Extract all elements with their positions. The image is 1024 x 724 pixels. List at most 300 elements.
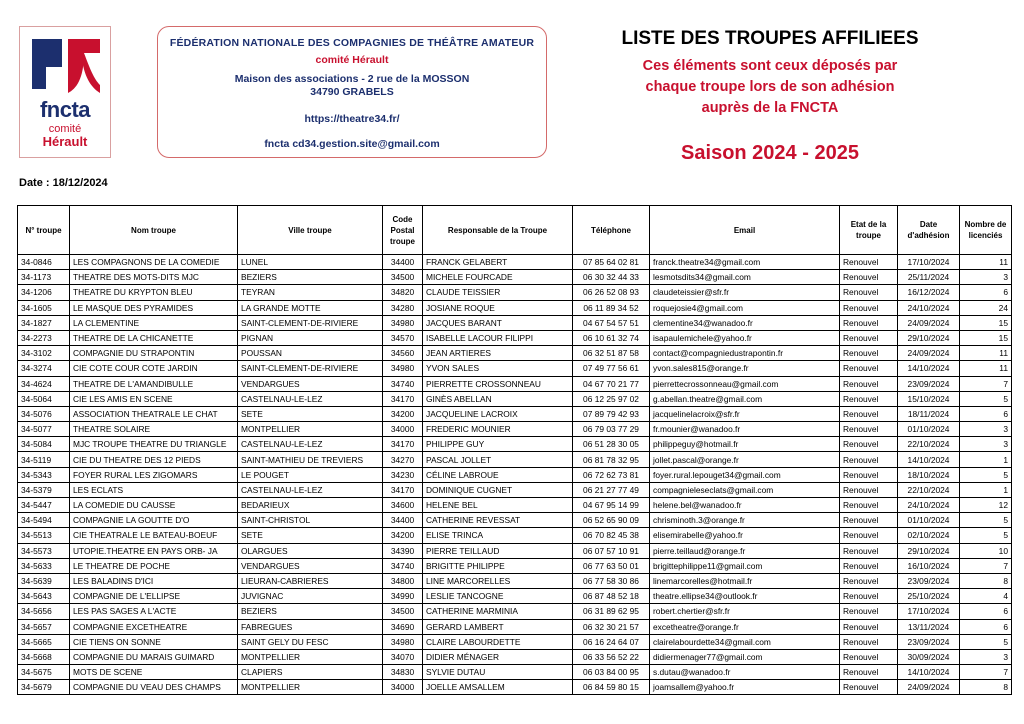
phone-number-cell: 06 31 89 62 95 <box>573 604 650 619</box>
troupe-city-cell: SAINT-CHRISTOL <box>238 513 383 528</box>
postal-code-cell: 34560 <box>383 346 423 361</box>
membership-date-cell: 16/10/2024 <box>898 558 960 573</box>
status-cell: Renouvel <box>840 315 898 330</box>
manager-name-cell: SYLVIE DUTAU <box>423 665 573 680</box>
email-address-cell[interactable]: joamsallem@yahoo.fr <box>650 680 840 695</box>
table-row <box>18 604 1012 619</box>
troupe-city-cell: SAINT-CLEMENT-DE-RIVIERE <box>238 315 383 330</box>
troupe-number-cell: 34-5084 <box>18 437 70 452</box>
manager-name-cell: BRIGITTE PHILIPPE <box>423 558 573 573</box>
license-count-cell: 3 <box>960 270 1012 285</box>
troupe-city-cell: CASTELNAU-LE-LEZ <box>238 391 383 406</box>
manager-name-cell: LINE MARCORELLES <box>423 573 573 588</box>
email-address-cell[interactable]: clairelabourdette34@gmail.com <box>650 634 840 649</box>
subtitle-line-2: chaque troupe lors de son adhésion <box>645 79 895 95</box>
table-row <box>18 528 1012 543</box>
federation-info-box <box>157 26 547 158</box>
email-address-cell[interactable]: g.abellan.theatre@gmail.com <box>650 391 840 406</box>
header-status: Etat de la troupe <box>840 206 898 255</box>
troupe-number-cell: 34-3274 <box>18 361 70 376</box>
membership-date-cell: 24/09/2024 <box>898 680 960 695</box>
manager-name-cell: GERARD LAMBERT <box>423 619 573 634</box>
email-address-cell[interactable]: franck.theatre34@gmail.com <box>650 255 840 270</box>
membership-date-cell: 25/10/2024 <box>898 589 960 604</box>
table-row <box>18 482 1012 497</box>
email-address-cell[interactable]: s.dutau@wanadoo.fr <box>650 665 840 680</box>
troupe-number-cell: 34-3102 <box>18 346 70 361</box>
license-count-cell: 8 <box>960 680 1012 695</box>
manager-name-cell: PIERRETTE CROSSONNEAU <box>423 376 573 391</box>
email-address-cell[interactable]: pierrettecrossonneau@gmail.com <box>650 376 840 391</box>
table-row <box>18 422 1012 437</box>
troupe-city-cell: CASTELNAU-LE-LEZ <box>238 482 383 497</box>
email-address-cell[interactable]: claudeteissier@sfr.fr <box>650 285 840 300</box>
status-cell: Renouvel <box>840 437 898 452</box>
status-cell: Renouvel <box>840 285 898 300</box>
manager-name-cell: CATHERINE REVESSAT <box>423 513 573 528</box>
troupe-city-cell: SETE <box>238 528 383 543</box>
troupe-name-cell: COMPAGNIE DU VEAU DES CHAMPS <box>70 680 238 695</box>
troupe-city-cell: BEZIERS <box>238 604 383 619</box>
document-date: Date : 18/12/2024 <box>19 177 108 189</box>
table-row <box>18 573 1012 588</box>
table-row <box>18 361 1012 376</box>
membership-date-cell: 14/10/2024 <box>898 452 960 467</box>
status-cell: Renouvel <box>840 467 898 482</box>
manager-name-cell: FREDERIC MOUNIER <box>423 422 573 437</box>
postal-code-cell: 34980 <box>383 315 423 330</box>
manager-name-cell: PIERRE TEILLAUD <box>423 543 573 558</box>
license-count-cell: 11 <box>960 361 1012 376</box>
troupe-name-cell: MOTS DE SCENE <box>70 665 238 680</box>
federation-address-line1: Maison des associations - 2 rue de la MOSSON <box>234 73 470 85</box>
license-count-cell: 11 <box>960 346 1012 361</box>
postal-code-cell: 34400 <box>383 513 423 528</box>
status-cell: Renouvel <box>840 406 898 421</box>
troupe-number-cell: 34-0846 <box>18 255 70 270</box>
postal-code-cell: 34830 <box>383 665 423 680</box>
phone-number-cell: 06 03 84 00 95 <box>573 665 650 680</box>
postal-code-cell: 34800 <box>383 573 423 588</box>
email-address-cell[interactable]: robert.chertier@sfr.fr <box>650 604 840 619</box>
email-address-cell[interactable]: roquejosie4@gmail.com <box>650 300 840 315</box>
table-row <box>18 300 1012 315</box>
postal-code-cell: 34570 <box>383 330 423 345</box>
license-count-cell: 15 <box>960 330 1012 345</box>
table-row <box>18 437 1012 452</box>
troupe-name-cell: MJC TROUPE THEATRE DU TRIANGLE <box>70 437 238 452</box>
membership-date-cell: 25/11/2024 <box>898 270 960 285</box>
table-row <box>18 513 1012 528</box>
phone-number-cell: 06 81 78 32 95 <box>573 452 650 467</box>
postal-code-cell: 34740 <box>383 558 423 573</box>
troupe-name-cell: COMPAGNIE DU MARAIS GUIMARD <box>70 649 238 664</box>
email-address-cell[interactable]: jacquelinelacroix@sfr.fr <box>650 406 840 421</box>
email-address-cell[interactable]: pierre.teillaud@orange.fr <box>650 543 840 558</box>
troupe-name-cell: CIE COTE COUR COTE JARDIN <box>70 361 238 376</box>
header-phone: Téléphone <box>573 206 650 255</box>
status-cell: Renouvel <box>840 573 898 588</box>
troupe-city-cell: LA GRANDE MOTTE <box>238 300 383 315</box>
troupe-name-cell: CIE DU THEATRE DES 12 PIEDS <box>70 452 238 467</box>
status-cell: Renouvel <box>840 498 898 513</box>
membership-date-cell: 24/09/2024 <box>898 315 960 330</box>
postal-code-cell: 34500 <box>383 604 423 619</box>
troupe-name-cell: UTOPIE.THEATRE EN PAYS ORB- JA <box>70 543 238 558</box>
postal-code-cell: 34270 <box>383 452 423 467</box>
troupe-number-cell: 34-5633 <box>18 558 70 573</box>
postal-code-cell: 34200 <box>383 406 423 421</box>
postal-code-cell: 34400 <box>383 255 423 270</box>
postal-code-cell: 34280 <box>383 300 423 315</box>
manager-name-cell: YVON SALES <box>423 361 573 376</box>
postal-code-cell: 34820 <box>383 285 423 300</box>
license-count-cell: 3 <box>960 422 1012 437</box>
troupe-city-cell: LUNEL <box>238 255 383 270</box>
troupe-name-cell: ASSOCIATION THEATRALE LE CHAT <box>70 406 238 421</box>
federation-title: FÉDÉRATION NATIONALE DES COMPAGNIES DE THÉÂTRE AMATEUR <box>169 37 535 49</box>
troupe-number-cell: 34-1605 <box>18 300 70 315</box>
status-cell: Renouvel <box>840 680 898 695</box>
email-address-cell[interactable]: philippeguy@hotmail.fr <box>650 437 840 452</box>
status-cell: Renouvel <box>840 649 898 664</box>
table-row <box>18 376 1012 391</box>
phone-number-cell: 06 10 61 32 74 <box>573 330 650 345</box>
troupe-number-cell: 34-5447 <box>18 498 70 513</box>
status-cell: Renouvel <box>840 604 898 619</box>
troupe-name-cell: THEATRE SOLAIRE <box>70 422 238 437</box>
table-row <box>18 589 1012 604</box>
phone-number-cell: 06 77 63 50 01 <box>573 558 650 573</box>
license-count-cell: 7 <box>960 665 1012 680</box>
license-count-cell: 3 <box>960 649 1012 664</box>
federation-email-link[interactable]: fncta cd34.gestion.site@gmail.com <box>264 138 440 150</box>
page-title: LISTE DES TROUPES AFFILIEES <box>621 28 919 49</box>
troupe-number-cell: 34-2273 <box>18 330 70 345</box>
status-cell: Renouvel <box>840 634 898 649</box>
license-count-cell: 11 <box>960 255 1012 270</box>
troupe-city-cell: SAINT GELY DU FESC <box>238 634 383 649</box>
status-cell: Renouvel <box>840 361 898 376</box>
membership-date-cell: 29/10/2024 <box>898 543 960 558</box>
troupe-name-cell: LA COMEDIE DU CAUSSE <box>70 498 238 513</box>
email-address-cell[interactable]: jollet.pascal@orange.fr <box>650 452 840 467</box>
manager-name-cell: LESLIE TANCOGNE <box>423 589 573 604</box>
postal-code-cell: 34990 <box>383 589 423 604</box>
email-address-cell[interactable]: elisemirabelle@yahoo.fr <box>650 528 840 543</box>
membership-date-cell: 24/10/2024 <box>898 498 960 513</box>
status-cell: Renouvel <box>840 528 898 543</box>
table-row <box>18 315 1012 330</box>
status-cell: Renouvel <box>840 346 898 361</box>
troupe-city-cell: FABREGUES <box>238 619 383 634</box>
troupe-number-cell: 34-5379 <box>18 482 70 497</box>
phone-number-cell: 06 32 30 21 57 <box>573 619 650 634</box>
troupe-number-cell: 34-5343 <box>18 467 70 482</box>
email-address-cell[interactable]: yvon.sales815@orange.fr <box>650 361 840 376</box>
postal-code-cell: 34170 <box>383 437 423 452</box>
status-cell: Renouvel <box>840 589 898 604</box>
membership-date-cell: 01/10/2024 <box>898 422 960 437</box>
phone-number-cell: 06 84 59 80 15 <box>573 680 650 695</box>
header-troupe-city: Ville troupe <box>238 206 383 255</box>
header-postal-code: Code Postal troupe <box>383 206 423 255</box>
postal-code-cell: 34200 <box>383 528 423 543</box>
troupe-number-cell: 34-5077 <box>18 422 70 437</box>
membership-date-cell: 22/10/2024 <box>898 482 960 497</box>
fncta-logo <box>19 26 111 158</box>
membership-date-cell: 17/10/2024 <box>898 604 960 619</box>
troupe-city-cell: PIGNAN <box>238 330 383 345</box>
postal-code-cell: 34000 <box>383 422 423 437</box>
phone-number-cell: 07 85 64 02 81 <box>573 255 650 270</box>
manager-name-cell: GINÈS ABELLAN <box>423 391 573 406</box>
troupe-city-cell: TEYRAN <box>238 285 383 300</box>
troupe-number-cell: 34-5675 <box>18 665 70 680</box>
membership-date-cell: 24/10/2024 <box>898 300 960 315</box>
troupe-name-cell: THEATRE DU KRYPTON BLEU <box>70 285 238 300</box>
manager-name-cell: ELISE TRINCA <box>423 528 573 543</box>
phone-number-cell: 06 30 32 44 33 <box>573 270 650 285</box>
membership-date-cell: 29/10/2024 <box>898 330 960 345</box>
federation-comite: comité Hérault <box>315 54 389 66</box>
license-count-cell: 6 <box>960 406 1012 421</box>
subtitle-line-1: Ces éléments sont ceux déposés par <box>642 58 898 74</box>
postal-code-cell: 34000 <box>383 680 423 695</box>
troupe-name-cell: CIE TIENS ON SONNE <box>70 634 238 649</box>
email-address-cell[interactable]: fr.mounier@wanadoo.fr <box>650 422 840 437</box>
troupe-city-cell: OLARGUES <box>238 543 383 558</box>
membership-date-cell: 23/09/2024 <box>898 634 960 649</box>
license-count-cell: 5 <box>960 634 1012 649</box>
postal-code-cell: 34390 <box>383 543 423 558</box>
troupe-number-cell: 34-5064 <box>18 391 70 406</box>
troupe-city-cell: POUSSAN <box>238 346 383 361</box>
header-troupe-number: N° troupe <box>18 206 70 255</box>
troupe-number-cell: 34-5119 <box>18 452 70 467</box>
membership-date-cell: 30/09/2024 <box>898 649 960 664</box>
troupe-number-cell: 34-5657 <box>18 619 70 634</box>
troupe-name-cell: CIE LES AMIS EN SCENE <box>70 391 238 406</box>
membership-date-cell: 15/10/2024 <box>898 391 960 406</box>
table-row <box>18 634 1012 649</box>
membership-date-cell: 01/10/2024 <box>898 513 960 528</box>
license-count-cell: 1 <box>960 482 1012 497</box>
status-cell: Renouvel <box>840 452 898 467</box>
membership-date-cell: 14/10/2024 <box>898 361 960 376</box>
table-row <box>18 285 1012 300</box>
postal-code-cell: 34500 <box>383 270 423 285</box>
phone-number-cell: 06 87 48 52 18 <box>573 589 650 604</box>
troupe-city-cell: MONTPELLIER <box>238 422 383 437</box>
subtitle-line-3: auprès de la FNCTA <box>701 100 839 116</box>
membership-date-cell: 24/09/2024 <box>898 346 960 361</box>
postal-code-cell: 34600 <box>383 498 423 513</box>
phone-number-cell: 06 79 03 77 29 <box>573 422 650 437</box>
troupe-city-cell: SAINT-MATHIEU DE TREVIERS <box>238 452 383 467</box>
membership-date-cell: 23/09/2024 <box>898 573 960 588</box>
troupe-name-cell: LES ECLATS <box>70 482 238 497</box>
table-row <box>18 255 1012 270</box>
phone-number-cell: 06 21 27 77 49 <box>573 482 650 497</box>
membership-date-cell: 16/12/2024 <box>898 285 960 300</box>
phone-number-cell: 06 51 28 30 05 <box>573 437 650 452</box>
manager-name-cell: PHILIPPE GUY <box>423 437 573 452</box>
phone-number-cell: 06 52 65 90 09 <box>573 513 650 528</box>
troupe-city-cell: SAINT-CLEMENT-DE-RIVIERE <box>238 361 383 376</box>
troupe-number-cell: 34-1173 <box>18 270 70 285</box>
membership-date-cell: 02/10/2024 <box>898 528 960 543</box>
header-license-count: Nombre de licenciés <box>960 206 1012 255</box>
manager-name-cell: ISABELLE LACOUR FILIPPI <box>423 330 573 345</box>
license-count-cell: 5 <box>960 467 1012 482</box>
logo-comite: comité <box>48 123 82 135</box>
status-cell: Renouvel <box>840 300 898 315</box>
troupe-name-cell: LE THEATRE DE POCHE <box>70 558 238 573</box>
license-count-cell: 8 <box>960 573 1012 588</box>
manager-name-cell: JACQUES BARANT <box>423 315 573 330</box>
troupe-city-cell: VENDARGUES <box>238 558 383 573</box>
email-address-cell[interactable]: theatre.ellipse34@outlook.fr <box>650 589 840 604</box>
status-cell: Renouvel <box>840 255 898 270</box>
troupe-name-cell: LES PAS SAGES A L'ACTE <box>70 604 238 619</box>
phone-number-cell: 06 26 52 08 93 <box>573 285 650 300</box>
email-address-cell[interactable]: brigittephilippe11@gmail.com <box>650 558 840 573</box>
license-count-cell: 5 <box>960 391 1012 406</box>
table-row <box>18 391 1012 406</box>
troupe-city-cell: MONTPELLIER <box>238 680 383 695</box>
header-manager: Responsable de la Troupe <box>423 206 573 255</box>
email-address-cell[interactable]: compagnieleseclats@gmail.com <box>650 482 840 497</box>
manager-name-cell: CLAIRE LABOURDETTE <box>423 634 573 649</box>
manager-name-cell: FRANCK GELABERT <box>423 255 573 270</box>
license-count-cell: 24 <box>960 300 1012 315</box>
email-address-cell[interactable]: isapaulemichele@yahoo.fr <box>650 330 840 345</box>
postal-code-cell: 34070 <box>383 649 423 664</box>
phone-number-cell: 04 67 70 21 77 <box>573 376 650 391</box>
table-row <box>18 558 1012 573</box>
manager-name-cell: CLAUDE TEISSIER <box>423 285 573 300</box>
phone-number-cell: 06 16 24 64 07 <box>573 634 650 649</box>
license-count-cell: 7 <box>960 376 1012 391</box>
table-row <box>18 619 1012 634</box>
troupe-city-cell: LE POUGET <box>238 467 383 482</box>
status-cell: Renouvel <box>840 376 898 391</box>
troupe-number-cell: 34-5665 <box>18 634 70 649</box>
table-row <box>18 467 1012 482</box>
license-count-cell: 3 <box>960 437 1012 452</box>
email-address-cell[interactable]: helene.bel@wanadoo.fr <box>650 498 840 513</box>
postal-code-cell: 34740 <box>383 376 423 391</box>
federation-website-link[interactable]: https://theatre34.fr/ <box>304 113 400 125</box>
troupe-number-cell: 34-5679 <box>18 680 70 695</box>
troupe-number-cell: 34-4624 <box>18 376 70 391</box>
license-count-cell: 4 <box>960 589 1012 604</box>
phone-number-cell: 04 67 95 14 99 <box>573 498 650 513</box>
postal-code-cell: 34980 <box>383 634 423 649</box>
troupe-number-cell: 34-5494 <box>18 513 70 528</box>
troupe-number-cell: 34-5573 <box>18 543 70 558</box>
status-cell: Renouvel <box>840 543 898 558</box>
email-address-cell[interactable]: linemarcorelles@hotmail.fr <box>650 573 840 588</box>
troupe-number-cell: 34-1827 <box>18 315 70 330</box>
status-cell: Renouvel <box>840 513 898 528</box>
membership-date-cell: 23/09/2024 <box>898 376 960 391</box>
table-row <box>18 543 1012 558</box>
troupe-name-cell: LE MASQUE DES PYRAMIDES <box>70 300 238 315</box>
manager-name-cell: DIDIER MÉNAGER <box>423 649 573 664</box>
phone-number-cell: 06 33 56 52 22 <box>573 649 650 664</box>
federation-address-line2: 34790 GRABELS <box>310 86 394 98</box>
troupe-number-cell: 34-1206 <box>18 285 70 300</box>
phone-number-cell: 06 77 58 30 86 <box>573 573 650 588</box>
postal-code-cell: 34980 <box>383 361 423 376</box>
status-cell: Renouvel <box>840 558 898 573</box>
phone-number-cell: 06 70 82 45 38 <box>573 528 650 543</box>
license-count-cell: 6 <box>960 604 1012 619</box>
troupe-city-cell: LIEURAN-CABRIERES <box>238 573 383 588</box>
phone-number-cell: 06 32 51 87 58 <box>573 346 650 361</box>
manager-name-cell: DOMINIQUE CUGNET <box>423 482 573 497</box>
postal-code-cell: 34170 <box>383 482 423 497</box>
email-address-cell[interactable]: lesmotsdits34@gmail.com <box>650 270 840 285</box>
phone-number-cell: 06 12 25 97 02 <box>573 391 650 406</box>
troupe-name-cell: LA CLEMENTINE <box>70 315 238 330</box>
email-address-cell[interactable]: chrisminoth.3@orange.fr <box>650 513 840 528</box>
phone-number-cell: 06 07 57 10 91 <box>573 543 650 558</box>
troupe-name-cell: THEATRE DE L'AMANDIBULLE <box>70 376 238 391</box>
membership-date-cell: 22/10/2024 <box>898 437 960 452</box>
license-count-cell: 6 <box>960 619 1012 634</box>
email-address-cell[interactable]: didiermenager77@gmail.com <box>650 649 840 664</box>
troupe-name-cell: COMPAGNIE LA GOUTTE D'O <box>70 513 238 528</box>
troupe-name-cell: COMPAGNIE EXCETHEATRE <box>70 619 238 634</box>
status-cell: Renouvel <box>840 391 898 406</box>
troupe-number-cell: 34-5656 <box>18 604 70 619</box>
logo-department: Hérault <box>42 134 88 149</box>
license-count-cell: 5 <box>960 528 1012 543</box>
troupe-name-cell: THEATRE DE LA CHICANETTE <box>70 330 238 345</box>
table-row <box>18 649 1012 664</box>
email-address-cell[interactable]: clementine34@wanadoo.fr <box>650 315 840 330</box>
license-count-cell: 6 <box>960 285 1012 300</box>
header-troupe-name: Nom troupe <box>70 206 238 255</box>
manager-name-cell: PASCAL JOLLET <box>423 452 573 467</box>
membership-date-cell: 18/11/2024 <box>898 406 960 421</box>
email-address-cell[interactable]: foyer.rural.lepouget34@gmail.com <box>650 467 840 482</box>
table-header-row <box>18 206 1012 255</box>
troupe-name-cell: LES BALADINS D'ICI <box>70 573 238 588</box>
manager-name-cell: JOELLE AMSALLEM <box>423 680 573 695</box>
troupe-name-cell: COMPAGNIE DU STRAPONTIN <box>70 346 238 361</box>
email-address-cell[interactable]: excetheatre@orange.fr <box>650 619 840 634</box>
troupe-name-cell: THEATRE DES MOTS-DITS MJC <box>70 270 238 285</box>
phone-number-cell: 07 49 77 56 61 <box>573 361 650 376</box>
status-cell: Renouvel <box>840 619 898 634</box>
status-cell: Renouvel <box>840 270 898 285</box>
postal-code-cell: 34170 <box>383 391 423 406</box>
troupe-number-cell: 34-5643 <box>18 589 70 604</box>
email-address-cell[interactable]: contact@compagniedustrapontin.fr <box>650 346 840 361</box>
status-cell: Renouvel <box>840 482 898 497</box>
phone-number-cell: 06 11 89 34 52 <box>573 300 650 315</box>
table-row <box>18 406 1012 421</box>
license-count-cell: 5 <box>960 513 1012 528</box>
header-email: Email <box>650 206 840 255</box>
status-cell: Renouvel <box>840 330 898 345</box>
table-row <box>18 452 1012 467</box>
troupe-city-cell: SETE <box>238 406 383 421</box>
